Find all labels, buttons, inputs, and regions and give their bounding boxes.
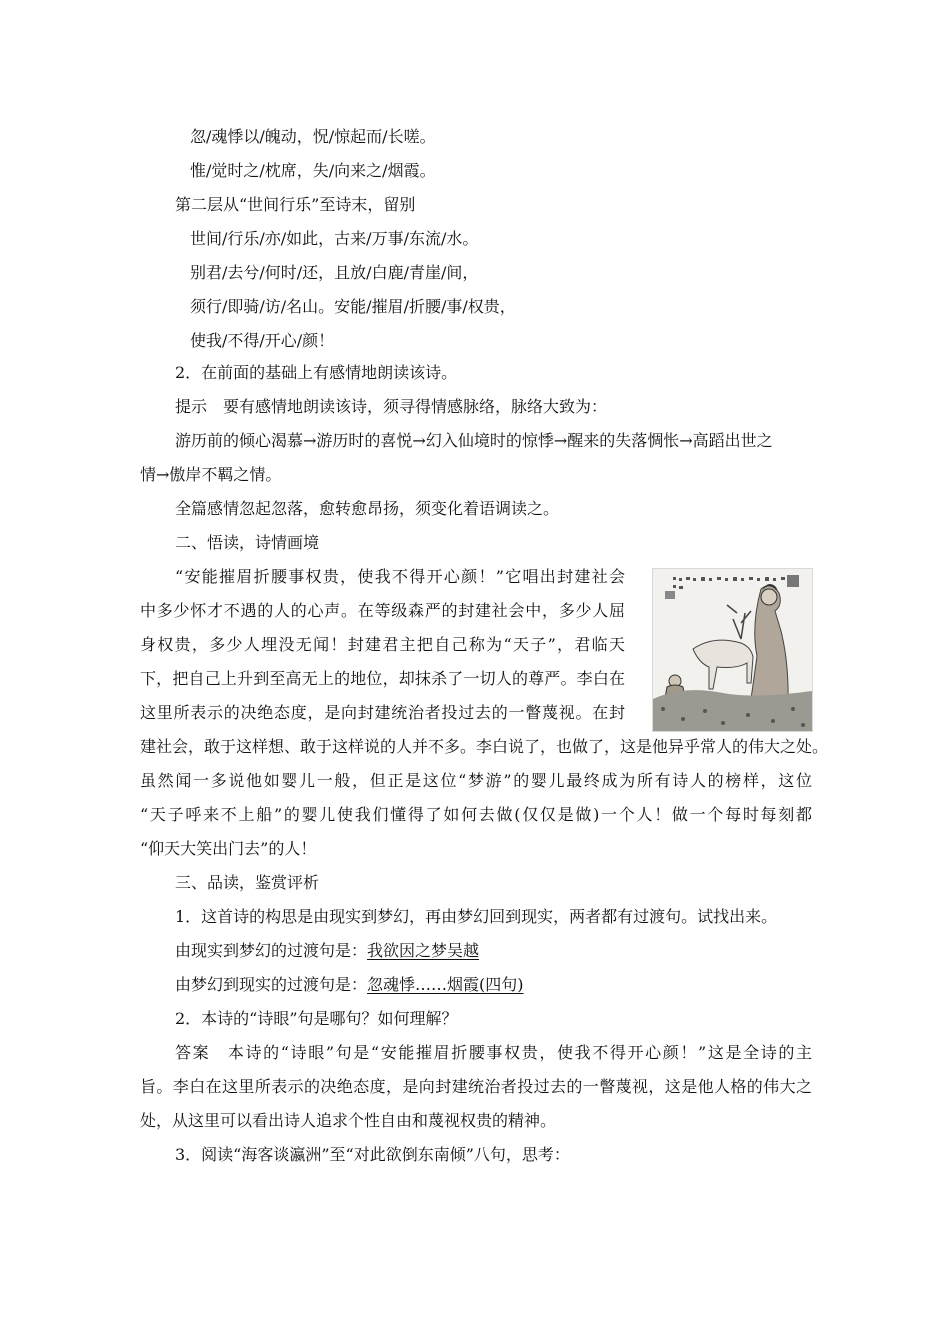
section-heading: 二、悟读，诗情画境	[175, 533, 320, 552]
section-heading: 三、品读，鉴赏评析	[175, 873, 320, 892]
text-line: 身权贵，多少人埋没无闻！封建君主把自己称为“天子”，君临天	[140, 635, 625, 654]
text-line: 游历前的倾心渴慕→游历时的喜悦→幻入仙境时的惊悸→醒来的失落惆怅→高蹈出世之	[175, 431, 773, 450]
text-line: 须行/即骑/访/名山。安能/摧眉/折腰/事/权贵，	[190, 297, 516, 316]
question-heading: 1．这首诗的构思是由现实到梦幻，再由梦幻回到现实，两者都有过渡句。试找出来。	[175, 907, 778, 926]
text-line: 旨。李白在这里所表示的决绝态度，是向封建统治者投过去的一瞥蔑视，这是他人格的伟大之	[140, 1077, 812, 1096]
text-line: 这里所表示的决绝态度，是向封建统治者投过去的一瞥蔑视。在封	[140, 703, 625, 722]
answer-value: 忽魂悸……烟霞(四句)	[367, 975, 524, 994]
text-line: “天子呼来不上船”的婴儿使我们懂得了如何去做(仅仅是做)一个人！做一个每时每刻都	[140, 805, 812, 824]
text-line: 别君/去兮/何时/还，且放/白鹿/青崖/间，	[190, 263, 479, 282]
text-line: 使我/不得/开心/颜！	[190, 331, 335, 350]
text-line: “安能摧眉折腰事权贵，使我不得开心颜！”它唱出封建社会	[175, 567, 625, 586]
text-line: 中多少怀才不遇的人的心声。在等级森严的封建社会中，多少人屈	[140, 601, 625, 620]
answer-line-2	[175, 974, 524, 996]
question-heading: 2．本诗的“诗眼”句是哪句？如何理解？	[175, 1009, 458, 1028]
answer-value: 我欲因之梦吴越	[367, 941, 480, 960]
answer-text: 答案 本诗的“诗眼”句是“安能摧眉折腰事权贵，使我不得开心颜！”这是全诗的主	[175, 1043, 812, 1062]
text-line: 下，把自己上升到至高无上的地位，却抹杀了一切人的尊严。李白在	[140, 669, 625, 688]
text-line: 处，从这里可以看出诗人追求个性自由和蔑视权贵的精神。	[140, 1111, 557, 1130]
text-line: 惟/觉时之/枕席，失/向来之/烟霞。	[190, 161, 436, 180]
answer-label: 由现实到梦幻的过渡句是：	[175, 941, 368, 960]
text-line: 虽然闻一多说他如婴儿一般，但正是这位“梦游”的婴儿最终成为所有诗人的榜样，这位	[140, 771, 812, 790]
question-heading: 3．阅读“海客谈瀛洲”至“对此欲倒东南倾”八句，思考：	[175, 1145, 570, 1164]
text-line: 全篇感情忽起忽落，愈转愈昂扬，须变化着语调读之。	[175, 499, 560, 518]
text-line: 第二层从“世间行乐”至诗末，留别	[175, 195, 416, 214]
hint-text: 提示 要有感情地朗读该诗，须寻得情感脉络，脉络大致为：	[175, 397, 608, 416]
text-line: “仰天大笑出门去”的人！	[140, 839, 317, 858]
answer-label: 由梦幻到现实的过渡句是：	[175, 975, 368, 994]
text-line: 忽/魂悸以/魄动，怳/惊起而/长嗟。	[190, 127, 436, 146]
painting-illustration	[653, 569, 812, 731]
text-line: 建社会，敢于这样想、敢于这样说的人并不多。李白说了，也做了，这是他异乎常人的伟大之处。	[140, 737, 829, 756]
li-bai-painting-image	[652, 568, 813, 732]
text-line: 情→傲岸不羁之情。	[140, 465, 282, 484]
question-heading: 2．在前面的基础上有感情地朗读该诗。	[175, 363, 458, 382]
answer-line-1	[175, 940, 479, 962]
text-line: 世间/行乐/亦/如此，古来/万事/东流/水。	[190, 229, 479, 248]
